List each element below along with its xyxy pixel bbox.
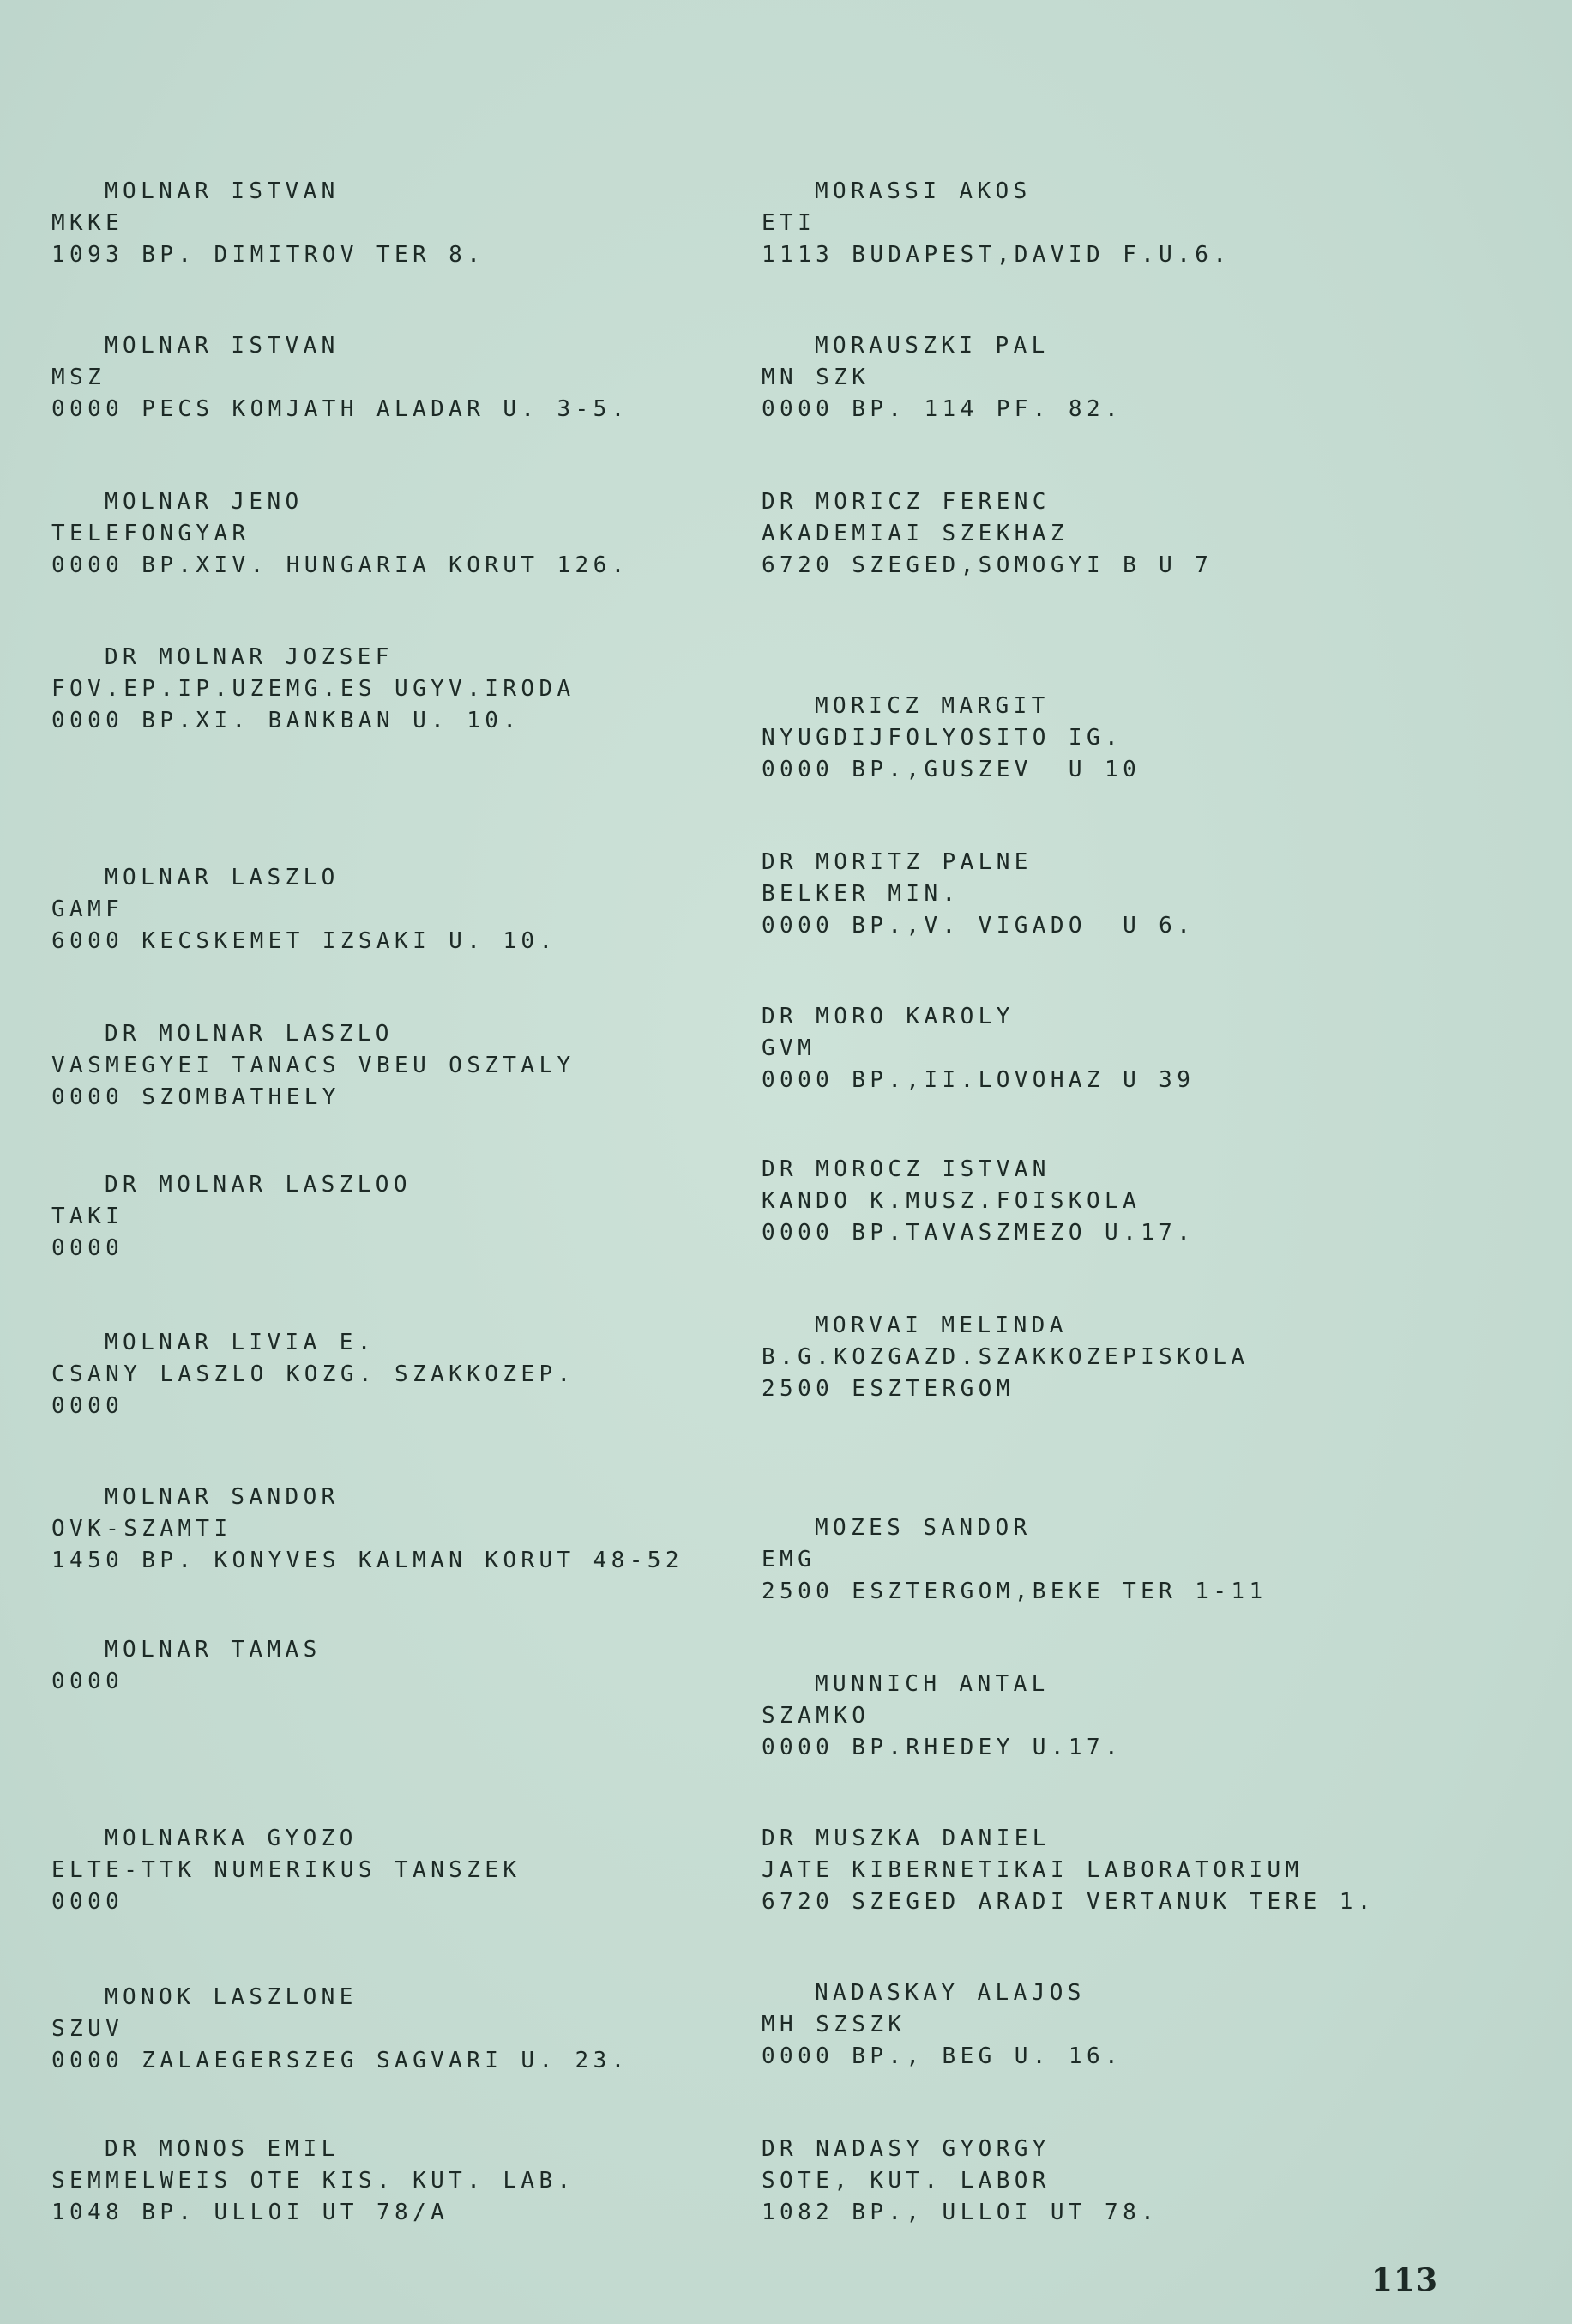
entry-organization: GVM — [762, 1035, 816, 1061]
directory-entry — [762, 176, 1231, 271]
entry-name: MORVAI MELINDA — [815, 1313, 1068, 1338]
entry-name: MOLNARKA GYOZO — [105, 1826, 358, 1851]
directory-entry — [51, 2134, 575, 2229]
directory-entry — [51, 1169, 412, 1265]
entry-organization: OVK-SZAMTI — [51, 1516, 232, 1542]
entry-organization: ELTE-TTK NUMERIKUS TANSZEK — [51, 1857, 521, 1883]
entry-organization: ETI — [762, 210, 816, 236]
entry-address: 0000 BP.,V. VIGADO U 6. — [762, 913, 1196, 939]
directory-entry — [51, 176, 485, 271]
entry-address: 1093 BP. DIMITROV TER 8. — [51, 242, 485, 268]
entry-organization: MH SZSZK — [762, 2012, 906, 2037]
directory-entry — [51, 862, 557, 957]
entry-address: 1450 BP. KONYVES KALMAN KORUT 48-52 — [51, 1548, 684, 1573]
entry-name: MOLNAR ISTVAN — [105, 178, 340, 204]
entry-name: DR MUSZKA DANIEL — [762, 1826, 1051, 1851]
entry-name: MOLNAR JENO — [105, 489, 304, 515]
directory-entry — [762, 2134, 1159, 2229]
directory-entry — [762, 486, 1213, 582]
page-number: 113 — [1370, 2262, 1438, 2298]
entry-name: DR MORICZ FERENC — [762, 489, 1051, 515]
entry-organization: CSANY LASZLO KOZG. SZAKKOZEP. — [51, 1361, 575, 1387]
directory-entry — [51, 330, 629, 426]
directory-entry — [762, 1310, 1249, 1405]
entry-organization: SZAMKO — [762, 1703, 870, 1729]
directory-entry — [762, 1669, 1123, 1764]
entry-name: MOLNAR LASZLO — [105, 865, 340, 890]
directory-entry — [762, 1977, 1123, 2073]
entry-organization: JATE KIBERNETIKAI LABORATORIUM — [762, 1857, 1304, 1883]
entry-name: MOZES SANDOR — [815, 1515, 1032, 1541]
directory-entry — [762, 847, 1195, 942]
entry-organization: TAKI — [51, 1204, 124, 1229]
entry-address: 0000 SZOMBATHELY — [51, 1084, 340, 1110]
entry-organization: GAMF — [51, 896, 124, 922]
entry-address: 0000 BP.,GUSZEV U 10 — [762, 757, 1141, 782]
entry-address: 0000 BP.,II.LOVOHAZ U 39 — [762, 1067, 1196, 1093]
entry-address: 6720 SZEGED,SOMOGYI B U 7 — [762, 552, 1214, 578]
entry-organization: BELKER MIN. — [762, 881, 961, 907]
entry-organization: EMG — [762, 1547, 816, 1572]
entry-address: 0000 PECS KOMJATH ALADAR U. 3-5. — [51, 396, 629, 422]
directory-entry — [51, 642, 575, 737]
entry-name: DR MORITZ PALNE — [762, 849, 1033, 875]
entry-name: DR MORO KAROLY — [762, 1004, 1015, 1029]
entry-organization: KANDO K.MUSZ.FOISKOLA — [762, 1188, 1141, 1214]
entry-name: MOLNAR TAMAS — [105, 1637, 322, 1663]
entry-address: 0000 BP.TAVASZMEZO U.17. — [762, 1220, 1196, 1246]
directory-entry — [762, 1154, 1195, 1249]
entry-organization: SZUV — [51, 2016, 124, 2042]
directory-entry — [51, 486, 629, 582]
entry-name: DR MOLNAR LASZLO — [105, 1021, 394, 1047]
directory-entry — [51, 1327, 575, 1422]
entry-name: MUNNICH ANTAL — [815, 1671, 1050, 1697]
directory-entry — [51, 1018, 575, 1114]
entry-address: 0000 — [51, 1393, 124, 1419]
directory-entry — [762, 330, 1123, 426]
entry-address: 6720 SZEGED ARADI VERTANUK TERE 1. — [762, 1889, 1376, 1915]
entry-address: 0000 — [51, 1669, 124, 1694]
entry-name: MORICZ MARGIT — [815, 693, 1050, 719]
entry-organization: VASMEGYEI TANACS VBEU OSZTALY — [51, 1053, 575, 1078]
directory-entry — [51, 1482, 684, 1577]
entry-name: MORASSI AKOS — [815, 178, 1032, 204]
entry-name: MOLNAR LIVIA E. — [105, 1330, 376, 1355]
entry-organization: TELEFONGYAR — [51, 521, 250, 546]
directory-entry — [762, 1512, 1268, 1608]
entry-name: DR MONOS EMIL — [105, 2136, 340, 2162]
entry-name: NADASKAY ALAJOS — [815, 1980, 1086, 2006]
entry-organization: B.G.KOZGAZD.SZAKKOZEPISKOLA — [762, 1344, 1250, 1370]
entry-address: 0000 BP., BEG U. 16. — [762, 2043, 1123, 2069]
entry-organization: NYUGDIJFOLYOSITO IG. — [762, 725, 1123, 751]
directory-entry — [762, 1823, 1376, 1918]
entry-organization: MKKE — [51, 210, 124, 236]
entry-address: 0000 BP.XI. BANKBAN U. 10. — [51, 708, 521, 733]
entry-name: MOLNAR SANDOR — [105, 1484, 340, 1510]
entry-organization: FOV.EP.IP.UZEMG.ES UGYV.IRODA — [51, 676, 575, 702]
entry-organization: AKADEMIAI SZEKHAZ — [762, 521, 1069, 546]
entry-address: 0000 — [51, 1889, 124, 1915]
entry-address: 0000 BP. 114 PF. 82. — [762, 396, 1123, 422]
entry-address: 0000 ZALAEGERSZEG SAGVARI U. 23. — [51, 2048, 629, 2073]
entry-address: 6000 KECSKEMET IZSAKI U. 10. — [51, 928, 557, 954]
entry-address: 1048 BP. ULLOI UT 78/A — [51, 2200, 449, 2225]
entry-organization: SOTE, KUT. LABOR — [762, 2168, 1051, 2194]
entry-organization: SEMMELWEIS OTE KIS. KUT. LAB. — [51, 2168, 575, 2194]
directory-entry — [51, 1634, 322, 1698]
entry-address: 2500 ESZTERGOM,BEKE TER 1-11 — [762, 1579, 1268, 1604]
entry-organization: MN SZK — [762, 365, 870, 390]
directory-entry — [51, 1823, 521, 1918]
entry-name: DR MOLNAR LASZLOO — [105, 1172, 412, 1198]
entry-address: 1113 BUDAPEST,DAVID F.U.6. — [762, 242, 1232, 268]
entry-name: DR MOROCZ ISTVAN — [762, 1156, 1051, 1182]
entry-name: DR MOLNAR JOZSEF — [105, 644, 394, 670]
entry-name: MORAUSZKI PAL — [815, 333, 1050, 359]
entry-address: 2500 ESZTERGOM — [762, 1376, 1015, 1402]
entry-address: 0000 BP.XIV. HUNGARIA KORUT 126. — [51, 552, 629, 578]
directory-entry — [762, 1001, 1195, 1096]
entry-name: MOLNAR ISTVAN — [105, 333, 340, 359]
entry-address: 0000 — [51, 1235, 124, 1261]
entry-organization: MSZ — [51, 365, 106, 390]
entry-address: 0000 BP.RHEDEY U.17. — [762, 1735, 1123, 1760]
entry-name: DR NADASY GYORGY — [762, 2136, 1051, 2162]
directory-entry — [762, 691, 1141, 786]
directory-entry — [51, 1982, 629, 2077]
entry-name: MONOK LASZLONE — [105, 1984, 358, 2010]
entry-address: 1082 BP., ULLOI UT 78. — [762, 2200, 1159, 2225]
